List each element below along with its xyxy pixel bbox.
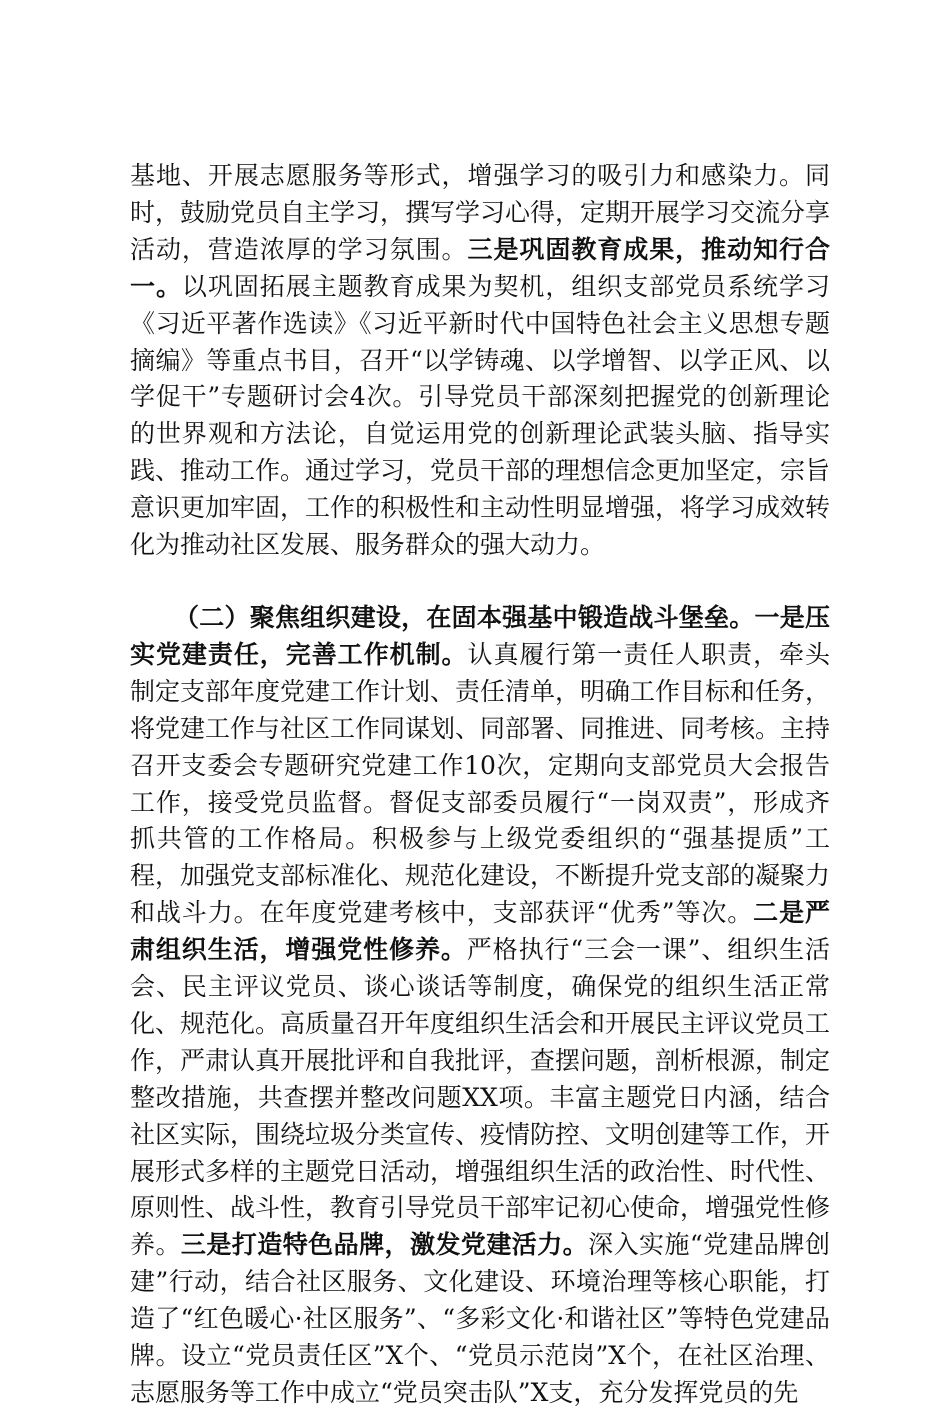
bold-heading: 二是严肃组织生活，增强党性修养。: [130, 898, 830, 965]
paragraph-text: 以巩固拓展主题教育成果为契机，组织支部党员系统学习《习近平著作选读》《习近平新时代中国特色社会主义思想专题摘编》等重点书目，召开“以学铸魂、以学增智、以学正风、以学促干”专题研讨会4次。引导党员干部深刻把握党的创新理论的世界观和方法论，自觉运用党的创新理论武装头脑、指导实践、推动工作。通过学习，党员干部的理想信念更加坚定，宗旨意识更加牢固，工作的积极性和主动性明显增强，将学习成效转化为推动社区发展、服务群众的强大动力。: [130, 271, 831, 560]
bold-heading: 三是打造特色品牌，激发党建活力。: [180, 1230, 589, 1260]
document-body: [130, 158, 830, 1412]
paragraph-text: 认真履行第一责任人职责，牵头制定支部年度党建工作计划、责任清单，明确工作目标和任务，将党建工作与社区工作同谋划、同部署、同推进、同考核。主持召开支委会专题研究党建工作10次，定期向支部党员大会报告工作，接受党员监督。督促支部委员履行“一岗双责”，形成齐抓共管的工作格局。积极参与上级党委组织的“强基提质”工程，加强党支部标准化、规范化建设，不断提升党支部的凝聚力和战斗力。在年度党建考核中，支部获评“优秀”等次。: [130, 639, 831, 928]
paragraph-text: 严格执行“三会一课”、组织生活会、民主评议党员、谈心谈话等制度，确保党的组织生活正常化、规范化。高质量召开年度组织生活会和开展民主评议党员工作，严肃认真开展批评和自我批评，查摆问题，剖析根源，制定整改措施，共查摆并整改问题XX项。丰富主题党日内涵，结合社区实际，围绕垃圾分类宣传、疫情防控、文明创建等工作，开展形式多样的主题党日活动，增强组织生活的政治性、时代性、原则性、战斗性，教育引导党员干部牢记初心使命，增强党性修养。: [130, 935, 831, 1260]
paragraph-organization: [130, 600, 830, 1412]
bold-heading: 三是巩固教育成果，推动知行合一。: [130, 234, 830, 301]
bold-heading: （二）聚焦组织建设，在固本强基中锻造战斗堡垒。一是压实党建责任，完善工作机制。: [130, 602, 830, 669]
paragraph-text: 基地、开展志愿服务等形式，增强学习的吸引力和感染力。同时，鼓励党员自主学习，撰写学习心得，定期开展学习交流分享活动，营造浓厚的学习氛围。: [130, 161, 831, 264]
paragraph-text: 深入实施“党建品牌创建”行动，结合社区服务、文化建设、环境治理等核心职能，打造了“红色暖心·社区服务”、“多彩文化·和谐社区”等特色党建品牌。设立“党员责任区”X个、“党员示范岗”X个，在社区治理、志愿服务等工作中成立“党员突击队”X支，充分发挥党员的先: [130, 1230, 830, 1407]
paragraph-study: [130, 158, 830, 564]
